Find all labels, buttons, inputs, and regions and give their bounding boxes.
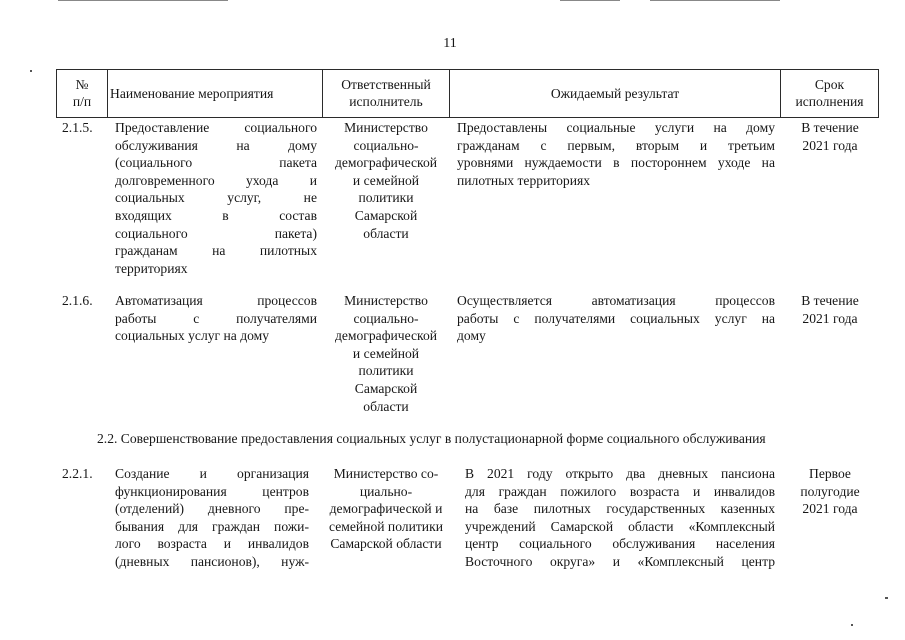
header-bottom-border [56,117,879,118]
row-216-result-line: Осуществляется автоматизация процессов [457,293,775,308]
row-221-name-line: бывания для граждан пожи- [115,518,309,534]
row-221-resp-line: семейной политики [329,518,443,534]
row-215-name-line: обслуживания на дому [115,137,317,153]
row-216-resp-line: политики [358,363,414,379]
row-221-name-line: лого возраста и инвалидов [115,536,309,552]
scan-speck [851,624,853,626]
row-215-name [115,119,317,277]
row-215-term-line: В течение [801,120,859,135]
header-responsible: Ответственный исполнитель [341,77,431,109]
row-216-resp-line: социально- [353,310,419,326]
top-scan-line-left [58,0,228,1]
page-number: 11 [443,36,457,51]
header-col-divider-5 [878,69,879,118]
row-221-term-line: 2021 года [802,501,858,517]
row-221-resp-line: демографической и [329,501,443,517]
row-221-name-line: функционирования центров [115,483,309,499]
row-216-responsible [324,292,448,415]
row-215-term [782,119,878,154]
row-215-result [457,119,775,189]
row-215-result-line: уровнями нуждаемости в постороннем уходе на [457,155,775,171]
row-215-name-line: гражданам на пилотных [115,243,317,259]
row-216-resp-line: области [363,398,409,414]
row-215-resp-line: Министерство [344,120,428,135]
row-221-result-line: учреждений Самарской области «Комплексный [465,518,775,534]
header-top-border [56,69,879,70]
row-216-name-line: Автоматизация процессов [115,293,317,308]
row-216-result-line: работы с получателями социальных услуг на [457,310,775,326]
row-215-name-line: входящих в состав [115,207,317,223]
row-221-responsible [320,465,452,553]
top-scan-line-right2 [650,0,780,1]
row-221-result-line: В 2021 году открыто два дневных пансиона [465,466,775,481]
row-215-name-line: долговременного ухода и [115,172,317,188]
row-216-resp-line: Министерство [344,293,428,308]
row-215-num: 2.1.5. [62,120,93,135]
row-221-name-line: (отделений) дневного пре- [115,501,309,517]
row-216-num: 2.1.6. [62,293,93,308]
header-col-divider-1 [107,69,108,118]
scan-speck [30,70,32,72]
section-title: 2.2. Совершенствование предоставления социальных услуг в полустационарной форме социального обслуживания [97,431,766,446]
header-num: № п/п [72,77,92,109]
row-221-num: 2.2.1. [62,466,93,481]
row-215-resp-line: области [363,225,409,241]
row-216-name-line: социальных услуг на дому [115,328,270,344]
row-221-result-line: центр социального обслуживания населения [465,536,775,552]
row-221-term-line: полугодие [800,483,860,499]
row-215-name-line: Предоставление социального [115,120,317,135]
row-216-term-line: В течение [801,293,859,308]
row-221-resp-line: Самарской области [330,536,442,552]
row-215-term-line: 2021 года [802,137,858,153]
row-216-result-line: дому [457,328,486,344]
row-215-resp-line: социально- [353,137,419,153]
row-221-term [782,465,878,518]
row-216-name-line: работы с получателями [115,310,317,326]
row-221-result-line: для граждан пожилого возраста и инвалидов [465,483,775,499]
row-221-result [465,465,775,571]
header-name: Наименование мероприятия [110,86,274,101]
row-215-result-line: гражданам с первым, вторым и третьим [457,137,775,153]
row-221-result-line: Восточного округа» и «Комплексный центр [465,553,775,569]
row-215-name-line: социальных услуг, не [115,190,317,206]
header-result: Ожидаемый результат [550,86,680,101]
row-216-resp-line: и семейной [352,345,420,361]
row-215-resp-line: и семейной [352,172,420,188]
top-scan-line-right [560,0,620,1]
row-215-resp-line: политики [358,190,414,206]
row-215-responsible [324,119,448,242]
row-216-resp-line: демографической [334,328,438,344]
row-215-name-line: территориях [115,260,188,276]
row-216-resp-line: Самарской [354,380,418,396]
row-216-term [782,292,878,327]
row-221-name-line: Создание и организация [115,466,309,481]
row-216-name [115,292,317,345]
row-215-resp-line: Самарской [354,207,418,223]
row-216-result [457,292,775,345]
scan-speck [885,597,888,599]
row-215-resp-line: демографической [334,155,438,171]
row-221-term-line: Первое [809,466,851,481]
row-221-name [115,465,309,571]
row-221-resp-line: циально- [359,483,413,499]
row-215-result-line: пилотных территориях [457,172,591,188]
header-term: Срок исполнения [795,77,864,109]
row-215-name-line: социального пакета) [115,225,317,241]
row-221-resp-line: Министерство со- [333,466,439,481]
row-221-result-line: на базе пилотных государственных казенных [465,501,775,517]
row-221-name-line: (дневных пансионов), нуж- [115,553,309,569]
row-216-term-line: 2021 года [802,310,858,326]
row-215-name-line: (социального пакета [115,155,317,171]
row-215-result-line: Предоставлены социальные услуги на дому [457,120,775,135]
